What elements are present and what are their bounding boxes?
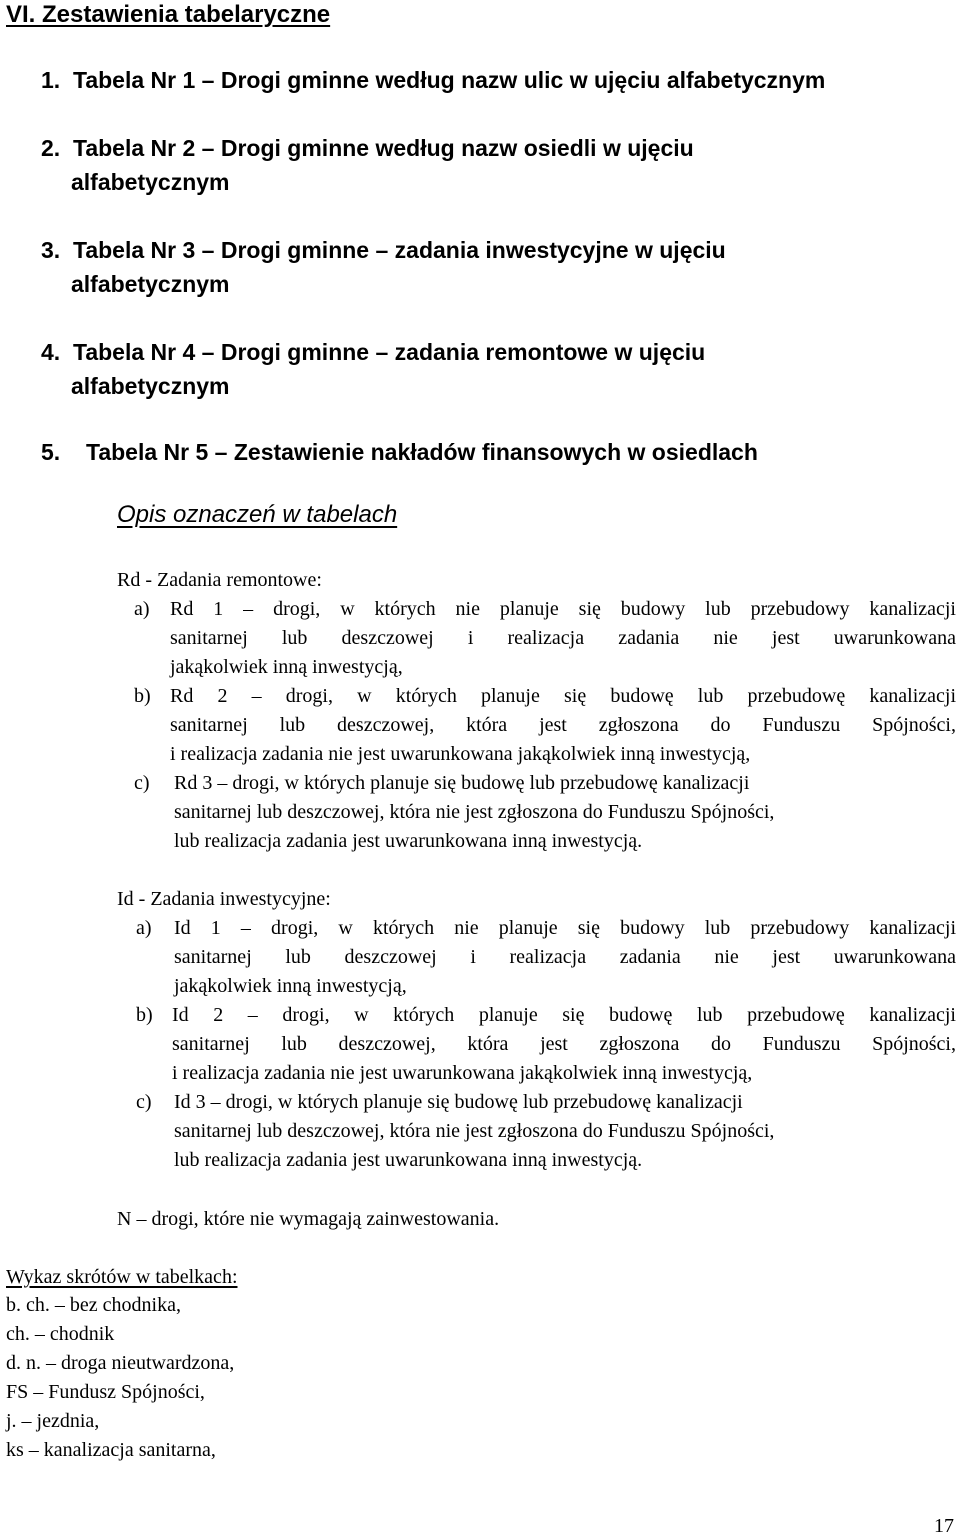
- id-section-title: Id - Zadania inwestycyjne:: [117, 888, 331, 910]
- toc-number: 1.: [41, 67, 61, 93]
- rd-section-title: Rd - Zadania remontowe:: [117, 569, 322, 591]
- toc-item-1: [41, 64, 956, 97]
- abbreviation-item: j. – jezdnia,: [6, 1410, 100, 1432]
- item-text: Rd 2 – drogi, w których planuje się budowę lub przebudowę kanalizacji sanitarnej lub deszczowej, która jest zgłoszona do Funduszu Spójności, i realizacja zadania nie jest uwarunkowana jakąkolwiek inną inwestycją,: [170, 685, 956, 765]
- abbreviation-item: b. ch. – bez chodnika,: [6, 1294, 181, 1316]
- item-marker: a): [136, 917, 152, 939]
- legend-title: Opis oznaczeń w tabelach: [117, 501, 398, 528]
- toc-number: 2.: [41, 135, 61, 161]
- id-item-a: [136, 914, 956, 1001]
- item-text: Rd 1 – drogi, w których nie planuje się budowy lub przebudowy kanalizacji sanitarnej lub deszczowej i realizacja zadania nie jest uwarunkowana jakąkolwiek inną inwestycją,: [170, 598, 956, 678]
- item-text: Id 1 – drogi, w których nie planuje się budowy lub przebudowy kanalizacji sanitarnej lub deszczowej i realizacja zadania nie jest uwarunkowana jakąkolwiek inną inwestycją,: [174, 917, 956, 997]
- toc-item-5: [41, 436, 956, 469]
- toc-text-continued: alfabetycznym: [71, 169, 230, 195]
- toc-text: Tabela Nr 4 – Drogi gminne – zadania remontowe w ujęciu: [73, 339, 706, 365]
- id-item-b: [136, 1001, 956, 1088]
- toc-text-continued: alfabetycznym: [71, 271, 230, 297]
- toc-text: Tabela Nr 3 – Drogi gminne – zadania inwestycyjne w ujęciu: [73, 237, 726, 263]
- toc-number: 4.: [41, 339, 61, 365]
- rd-item-b: [134, 682, 956, 769]
- n-note: N – drogi, które nie wymagają zainwestowania.: [117, 1208, 500, 1230]
- item-marker: c): [136, 1091, 152, 1113]
- item-marker: b): [134, 685, 151, 707]
- abbreviation-item: ch. – chodnik: [6, 1323, 115, 1345]
- toc-item-2: [41, 132, 956, 198]
- toc-text: Tabela Nr 5 – Zestawienie nakładów finansowych w osiedlach: [86, 439, 758, 465]
- rd-item-a: [134, 595, 956, 682]
- id-item-c: [136, 1088, 956, 1175]
- abbreviation-item: ks – kanalizacja sanitarna,: [6, 1439, 216, 1461]
- toc-text-continued: alfabetycznym: [71, 373, 230, 399]
- item-text: Rd 3 – drogi, w których planuje się budowę lub przebudowę kanalizacji sanitarnej lub deszczowej, która nie jest zgłoszona do Funduszu Spójności, lub realizacja zadania jest uwarunkowana inną inwestycją.: [174, 772, 775, 852]
- toc-text: Tabela Nr 1 – Drogi gminne według nazw ulic w ujęciu alfabetycznym: [73, 67, 826, 93]
- item-marker: c): [134, 772, 150, 794]
- toc-number: 3.: [41, 237, 61, 263]
- page-number: 17: [934, 1515, 954, 1537]
- item-text: Id 3 – drogi, w których planuje się budowę lub przebudowę kanalizacji sanitarnej lub deszczowej, która nie jest zgłoszona do Funduszu Spójności, lub realizacja zadania jest uwarunkowana inną inwestycją.: [174, 1091, 775, 1171]
- item-marker: b): [136, 1004, 153, 1026]
- abbreviation-item: FS – Fundusz Spójności,: [6, 1381, 205, 1403]
- toc-item-4: [41, 336, 956, 402]
- toc-text: Tabela Nr 2 – Drogi gminne według nazw osiedli w ujęciu: [73, 135, 694, 161]
- rd-item-c: [134, 769, 956, 856]
- toc-item-3: [41, 234, 956, 300]
- toc-number: 5.: [41, 439, 61, 465]
- abbreviations-title: Wykaz skrótów w tabelkach:: [6, 1266, 238, 1288]
- abbreviation-item: d. n. – droga nieutwardzona,: [6, 1352, 235, 1374]
- item-text: Id 2 – drogi, w których planuje się budowę lub przebudowę kanalizacji sanitarnej lub deszczowej, która jest zgłoszona do Funduszu Spójności, i realizacja zadania nie jest uwarunkowana jakąkolwiek inną inwestycją,: [172, 1004, 956, 1084]
- item-marker: a): [134, 598, 150, 620]
- section-heading: VI. Zestawienia tabelaryczne: [6, 1, 331, 28]
